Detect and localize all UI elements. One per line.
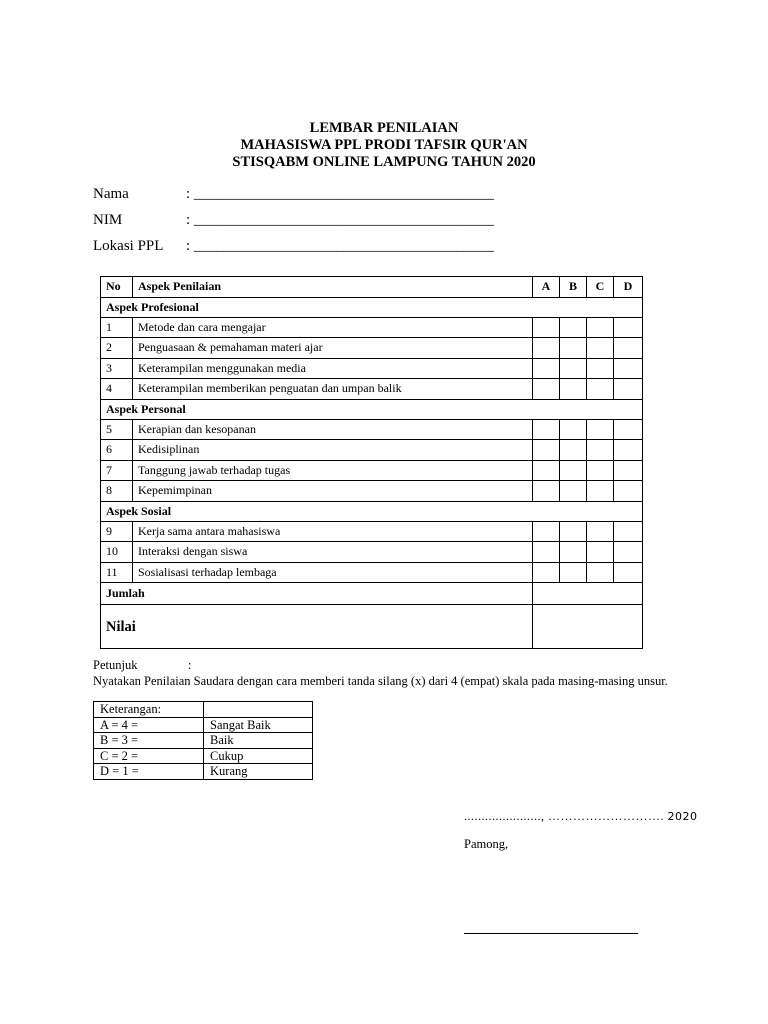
section-label: Aspek Profesional (101, 297, 643, 317)
document-title (0, 120, 768, 171)
keterangan-title-blank (204, 702, 313, 718)
mark-cell-a[interactable] (533, 460, 560, 481)
mark-cell-c[interactable] (587, 379, 614, 400)
keterangan-title-row (94, 702, 313, 718)
row-no: 3 (101, 358, 133, 379)
petunjuk-text: Nyatakan Penilaian Saudara dengan cara memberi tanda silang (x) dari 4 (empat) skala pada masing-masing unsur. (93, 674, 668, 688)
table-header-row (101, 277, 643, 298)
row-no: 4 (101, 379, 133, 400)
mark-cell-b[interactable] (560, 419, 587, 440)
title-line-2: MAHASISWA PPL PRODI TAFSIR QUR'AN (240, 137, 528, 153)
row-aspek: Kerja sama antara mahasiswa (133, 521, 533, 542)
jumlah-value-cell[interactable] (533, 583, 643, 605)
table-row (101, 317, 643, 338)
row-aspek: Kedisiplinan (133, 440, 533, 461)
mark-cell-c[interactable] (587, 317, 614, 338)
mark-cell-d[interactable] (614, 440, 643, 461)
mark-cell-b[interactable] (560, 562, 587, 583)
mark-cell-d[interactable] (614, 481, 643, 502)
keterangan-desc: Sangat Baik (204, 717, 313, 733)
mark-cell-b[interactable] (560, 440, 587, 461)
keterangan-row (94, 764, 313, 780)
header-c: C (587, 277, 614, 298)
mark-cell-b[interactable] (560, 481, 587, 502)
date-line[interactable] (464, 809, 698, 824)
mark-cell-b[interactable] (560, 542, 587, 563)
row-aspek: Kepemimpinan (133, 481, 533, 502)
date-year: 2020 (667, 810, 698, 823)
mark-cell-c[interactable] (587, 338, 614, 359)
mark-cell-c[interactable] (587, 562, 614, 583)
keterangan-code: A = 4 = (94, 717, 204, 733)
mark-cell-a[interactable] (533, 562, 560, 583)
header-a: A (533, 277, 560, 298)
section-label: Aspek Personal (101, 399, 643, 419)
mark-cell-c[interactable] (587, 440, 614, 461)
table-row (101, 521, 643, 542)
field-lokasi-ppl-blank[interactable]: : ________________________________________ (186, 238, 494, 254)
row-no: 11 (101, 562, 133, 583)
mark-cell-a[interactable] (533, 542, 560, 563)
row-no: 6 (101, 440, 133, 461)
field-nama-label: Nama (93, 186, 129, 202)
row-aspek: Metode dan cara mengajar (133, 317, 533, 338)
field-nim-blank[interactable]: : ________________________________________ (186, 212, 494, 228)
header-aspek: Aspek Penilaian (133, 277, 533, 298)
title-line-3: STISQABM ONLINE LAMPUNG TAHUN 2020 (232, 154, 536, 170)
petunjuk-colon: : (188, 658, 192, 672)
mark-cell-d[interactable] (614, 562, 643, 583)
nilai-row (101, 605, 643, 649)
title-line-1: LEMBAR PENILAIAN (309, 120, 459, 136)
mark-cell-c[interactable] (587, 542, 614, 563)
table-row (101, 419, 643, 440)
keterangan-code: C = 2 = (94, 748, 204, 764)
row-no: 8 (101, 481, 133, 502)
mark-cell-a[interactable] (533, 338, 560, 359)
row-aspek: Penguasaan & pemahaman materi ajar (133, 338, 533, 359)
mark-cell-d[interactable] (614, 521, 643, 542)
table-row (101, 481, 643, 502)
section-label: Aspek Sosial (101, 501, 643, 521)
row-no: 5 (101, 419, 133, 440)
header-d: D (614, 277, 643, 298)
mark-cell-d[interactable] (614, 338, 643, 359)
jumlah-row (101, 583, 643, 605)
mark-cell-d[interactable] (614, 460, 643, 481)
section-row-sosial (101, 501, 643, 521)
section-row-profesional (101, 297, 643, 317)
mark-cell-b[interactable] (560, 338, 587, 359)
keterangan-table (93, 701, 313, 780)
row-aspek: Tanggung jawab terhadap tugas (133, 460, 533, 481)
petunjuk-label: Petunjuk (93, 658, 138, 672)
mark-cell-b[interactable] (560, 317, 587, 338)
keterangan-row (94, 717, 313, 733)
field-nama-blank[interactable]: : ________________________________________ (186, 186, 494, 202)
mark-cell-d[interactable] (614, 419, 643, 440)
header-b: B (560, 277, 587, 298)
mark-cell-d[interactable] (614, 542, 643, 563)
row-no: 10 (101, 542, 133, 563)
mark-cell-a[interactable] (533, 379, 560, 400)
row-aspek: Kerapian dan kesopanan (133, 419, 533, 440)
mark-cell-d[interactable] (614, 379, 643, 400)
table-row (101, 562, 643, 583)
keterangan-row (94, 748, 313, 764)
keterangan-desc: Kurang (204, 764, 313, 780)
mark-cell-b[interactable] (560, 460, 587, 481)
mark-cell-c[interactable] (587, 481, 614, 502)
signer-role: Pamong, (464, 837, 509, 851)
nilai-label: Nilai (101, 605, 533, 649)
assessment-table (100, 276, 643, 649)
table-row (101, 440, 643, 461)
keterangan-code: B = 3 = (94, 733, 204, 749)
keterangan-row (94, 733, 313, 749)
mark-cell-b[interactable] (560, 379, 587, 400)
mark-cell-c[interactable] (587, 521, 614, 542)
mark-cell-d[interactable] (614, 317, 643, 338)
mark-cell-a[interactable] (533, 440, 560, 461)
field-nim-label: NIM (93, 212, 123, 228)
row-no: 1 (101, 317, 133, 338)
mark-cell-a[interactable] (533, 419, 560, 440)
keterangan-code: D = 1 = (94, 764, 204, 780)
signature-line[interactable] (464, 933, 638, 934)
keterangan-desc: Cukup (204, 748, 313, 764)
mark-cell-a[interactable] (533, 481, 560, 502)
mark-cell-b[interactable] (560, 521, 587, 542)
header-no: No (101, 277, 133, 298)
field-lokasi-ppl-label: Lokasi PPL (93, 238, 164, 254)
row-aspek: Interaksi dengan siswa (133, 542, 533, 563)
mark-cell-a[interactable] (533, 521, 560, 542)
keterangan-desc: Baik (204, 733, 313, 749)
mark-cell-a[interactable] (533, 317, 560, 338)
table-row (101, 358, 643, 379)
table-row (101, 460, 643, 481)
row-aspek: Keterampilan memberikan penguatan dan umpan balik (133, 379, 533, 400)
mark-cell-a[interactable] (533, 358, 560, 379)
mark-cell-c[interactable] (587, 358, 614, 379)
mark-cell-c[interactable] (587, 460, 614, 481)
table-row (101, 338, 643, 359)
row-no: 2 (101, 338, 133, 359)
jumlah-label: Jumlah (101, 583, 533, 605)
row-no: 7 (101, 460, 133, 481)
row-no: 9 (101, 521, 133, 542)
keterangan-title: Keterangan: (94, 702, 204, 718)
section-row-personal (101, 399, 643, 419)
mark-cell-b[interactable] (560, 358, 587, 379)
row-aspek: Keterampilan menggunakan media (133, 358, 533, 379)
nilai-value-cell[interactable] (533, 605, 643, 649)
date-placeholder: ......................, ………………………. (464, 809, 668, 823)
table-row (101, 542, 643, 563)
table-row (101, 379, 643, 400)
mark-cell-c[interactable] (587, 419, 614, 440)
row-aspek: Sosialisasi terhadap lembaga (133, 562, 533, 583)
mark-cell-d[interactable] (614, 358, 643, 379)
